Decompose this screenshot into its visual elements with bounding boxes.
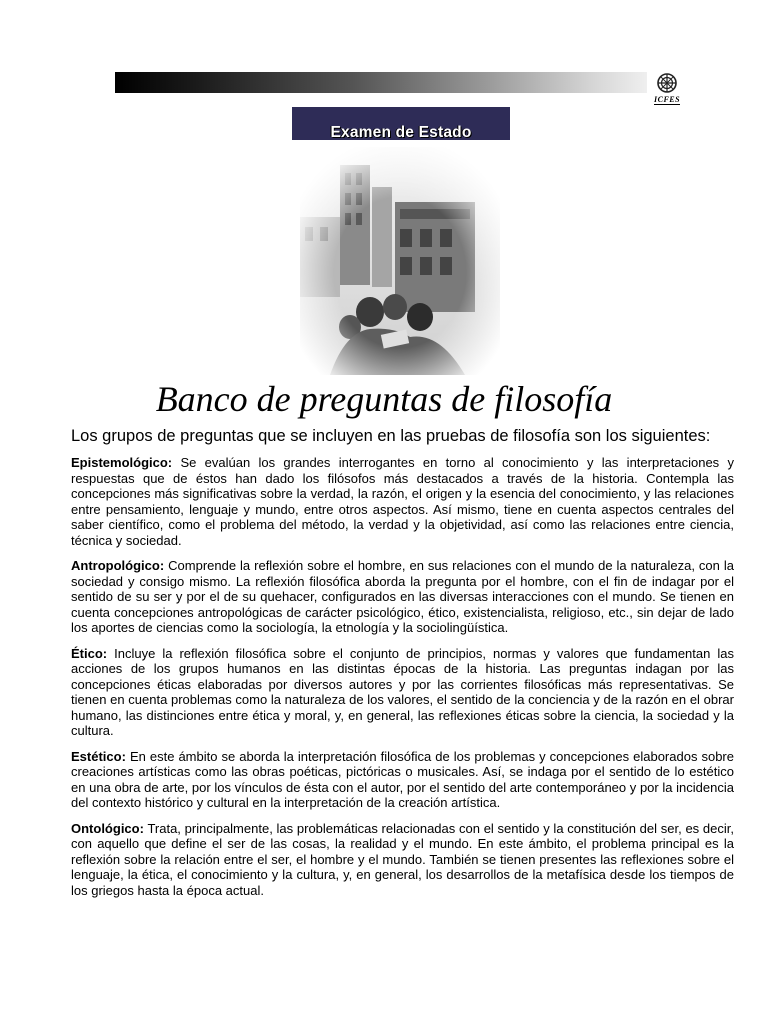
section-heading: Ético: (71, 645, 108, 661)
section-text: Incluye la reflexión filosófica sobre el conjunto de principios, normas y valores que fundamentan las acciones de los grupos humanos en las distintas épocas de la historia. Las preguntas indagan por las concepciones éticas elaboradas por diversos autores y por las corrientes filosóficas más representativas. Se tienen en cuenta problemas como la naturaleza de los valores, el sentido de la conciencia y de la razón en el obrar humano, las distinciones entre ética y moral, y, en general, las reflexiones éticas sobre la ciencia, la sociedad y la cultura. (71, 645, 734, 738)
building-students-photo (300, 147, 500, 375)
exam-banner: Examen de Estado (292, 107, 510, 140)
page-title: Banco de preguntas de filosofía (155, 379, 613, 419)
section-heading: Ontológico: (71, 820, 144, 836)
document-body (71, 427, 734, 908)
header-gradient-bar (115, 72, 647, 93)
logo-text: ICFES (654, 95, 681, 104)
section-text: Trata, principalmente, las problemáticas relacionadas con el sentido y la constitución del ser, es decir, con aquello que define el ser de las cosas, la realidad y el mundo. En este ámbito, el problema principal es la reflexión sobre la relación entre el ser, el hombre y el mundo. También se tienen presentes las reflexiones sobre el lenguaje, la ética, el conocimiento y la cultura, y, en general, los desarrollos de la metafísica desde los tiempos de los griegos hasta la época actual. (71, 820, 734, 898)
section-heading: Epistemológico: (71, 455, 173, 470)
section-heading: Estético: (71, 748, 126, 764)
section-antropologico (71, 558, 734, 636)
section-etico (71, 646, 734, 739)
section-text: Comprende la reflexión sobre el hombre, en sus relaciones con el mundo de la naturaleza, con la sociedad y consigo mismo. La reflexión filosófica aborda la pregunta por el hombre, con el fin de indagar por el sentido de su ser y por el de su quehacer, configurados en las diversas interacciones con el mundo. Se tienen en cuenta concepciones antropológicas de carácter psicológico, ético, existencialista, religioso, etc., sin dejar de lado los aportes de ciencias como la sociología, la etnología y la sociolingüística. (71, 558, 734, 635)
section-text: Se evalúan los grandes interrogantes en torno al conocimiento y las interpretaciones y respuestas que de éstos han dado los filósofos más destacados a través de la historia. Contempla las concepciones más significativas sobre la verdad, la razón, el origen y la esencia del conocimiento, y las relaciones entre pensamiento, lenguaje y mundo, entre otros aspectos. Así mismo, tiene en cuenta aspectos centrales del saber científico, como el problema del método, la verdad y la objetividad, así como las relaciones entre ciencia, técnica y sociedad. (71, 455, 734, 548)
section-estetico (71, 749, 734, 811)
section-text: En este ámbito se aborda la interpretación filosófica de los problemas y concepciones elaborados sobre creaciones artísticas como las obras poéticas, pictóricas o musicales. Así, se indaga por el sentido de lo estético en una obra de arte, por los vínculos de ésta con el autor, por el sentido del arte contemporáneo y por la incidencia del contexto histórico y cultural en la interpretación de la creación artística. (71, 748, 734, 810)
section-ontologico (71, 821, 734, 899)
section-heading: Antropológico: (71, 558, 165, 573)
section-epistemologico (71, 455, 734, 548)
intro-paragraph: Los grupos de preguntas que se incluyen en las pruebas de filosofía son los siguientes: (71, 427, 711, 445)
